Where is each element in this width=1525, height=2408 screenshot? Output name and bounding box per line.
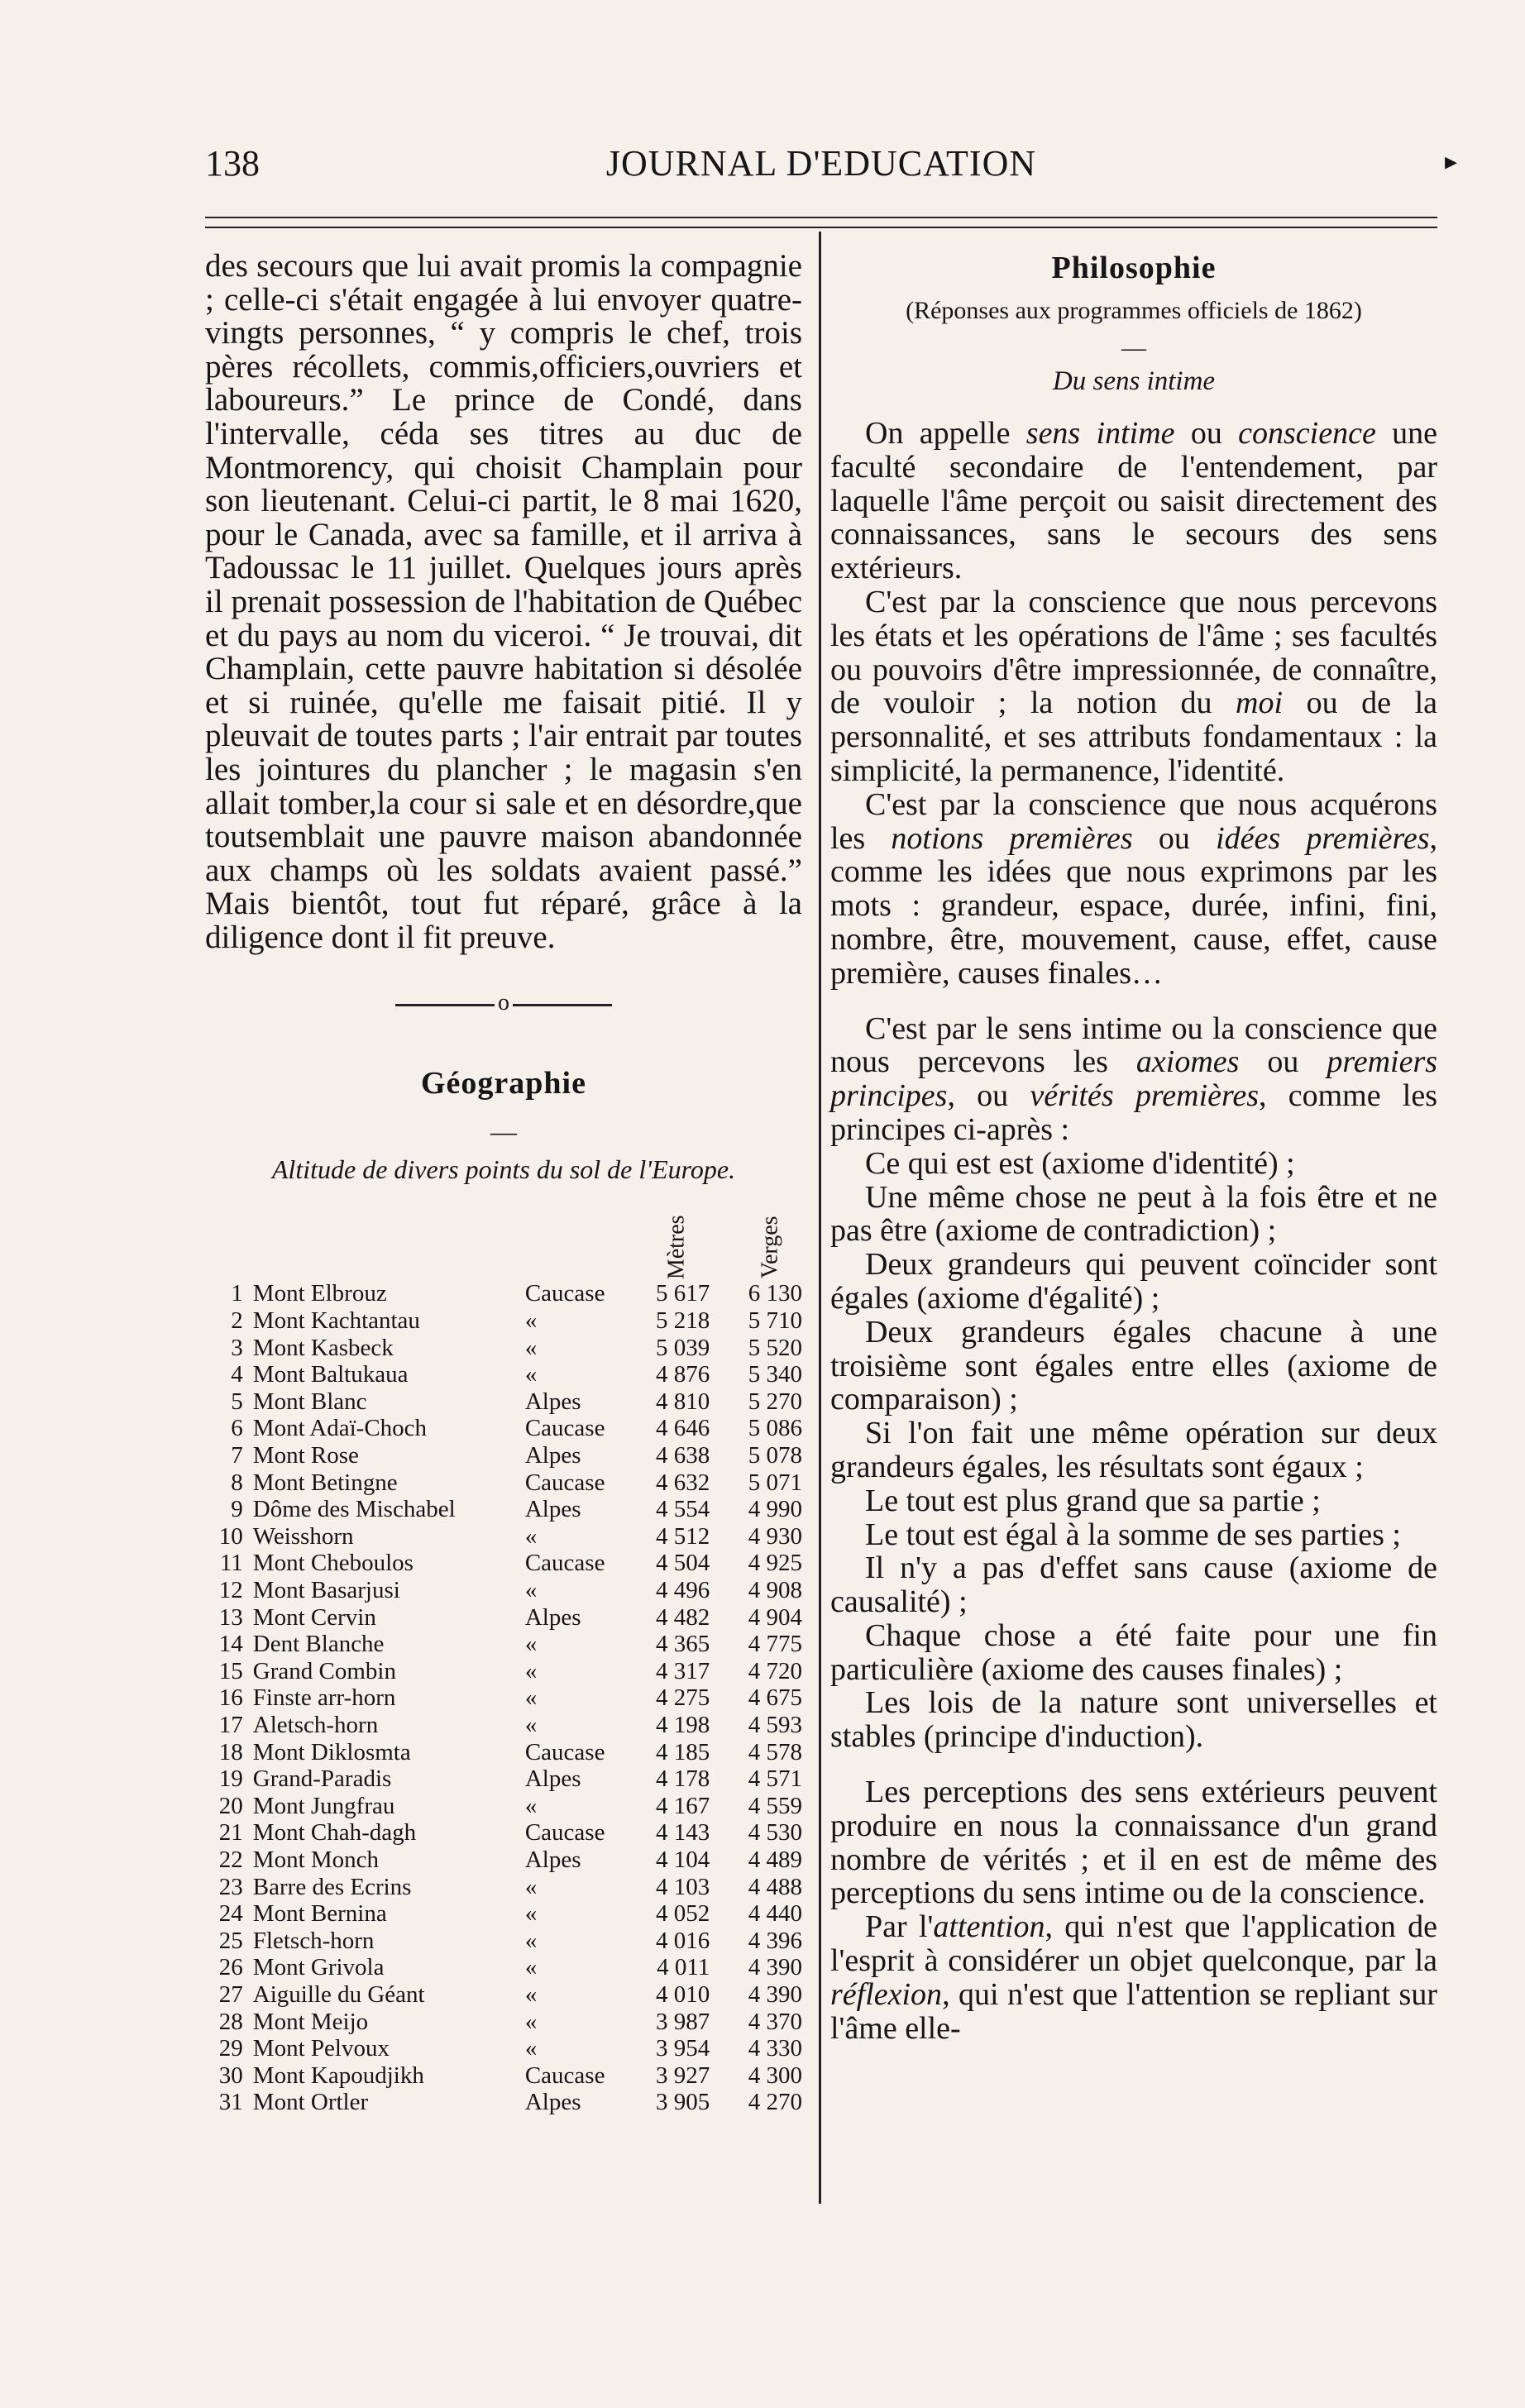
row-verges: 4 930 xyxy=(748,1522,802,1550)
altitude-table xyxy=(205,1197,802,2115)
axiom-item: Chaque chose a été faite pour une fin particulière (axiome des causes finales) ; xyxy=(830,1617,1437,1687)
altitude-table-title: Altitude de divers points du sol de l'Europe. xyxy=(271,1154,736,1185)
term-attention: attention xyxy=(933,1909,1045,1945)
term-premiers-principes: premiers principes xyxy=(830,1044,1438,1114)
row-metres: 4 317 xyxy=(656,1657,710,1684)
table-row xyxy=(205,1874,802,1901)
row-verges: 6 130 xyxy=(748,1280,802,1307)
row-metres: 4 178 xyxy=(656,1765,710,1793)
separator-mark: o xyxy=(498,990,509,1016)
axiom-item: Si l'on fait une même opération sur deux grandeurs égales, les résultats sont égaux ; xyxy=(830,1416,1437,1484)
row-verges: 4 370 xyxy=(748,2008,802,2035)
row-name: Mont Kasbeck xyxy=(252,1334,394,1361)
row-name: Aiguille du Géant xyxy=(252,1980,425,2008)
row-region: Caucase xyxy=(524,1415,605,1442)
row-number: 5 xyxy=(231,1388,243,1415)
axiom-item: Une même chose ne peut à la fois être et ne pas être (axiome de contradiction) ; xyxy=(830,1179,1437,1249)
philosophy-heading: Du sens intime xyxy=(1052,366,1216,396)
row-metres: 4 638 xyxy=(656,1442,710,1469)
row-number: 25 xyxy=(218,1927,243,1954)
row-number: 14 xyxy=(218,1631,243,1658)
row-verges: 4 571 xyxy=(748,1765,802,1793)
philosophy-subtitle: (Réponses aux programmes officiels de 1862) xyxy=(906,297,1362,324)
table-row xyxy=(205,1847,802,1874)
row-number: 19 xyxy=(218,1765,243,1793)
row-region: « xyxy=(524,2035,538,2062)
row-verges: 4 488 xyxy=(748,1873,802,1900)
row-number: 3 xyxy=(231,1334,243,1361)
row-verges: 4 720 xyxy=(748,1657,802,1684)
row-number: 8 xyxy=(231,1469,243,1496)
row-verges: 5 340 xyxy=(748,1361,802,1388)
row-metres: 4 010 xyxy=(656,1980,710,2008)
table-row xyxy=(205,1577,802,1604)
row-verges: 5 520 xyxy=(748,1334,802,1361)
row-number: 9 xyxy=(231,1496,243,1523)
table-row xyxy=(205,1388,802,1416)
row-number: 18 xyxy=(218,1738,243,1765)
term-axiomes: axiomes xyxy=(1135,1044,1240,1080)
row-name: Mont Meijo xyxy=(252,2008,369,2035)
row-name: Mont Basarjusi xyxy=(252,1577,400,1603)
row-name: Mont Elbrouz xyxy=(252,1280,387,1307)
row-name: Mont Diklosmta xyxy=(252,1738,411,1765)
row-region: Alpes xyxy=(524,1442,581,1469)
row-metres: 4 646 xyxy=(656,1415,710,1442)
row-number: 27 xyxy=(218,1980,243,2008)
row-region: Caucase xyxy=(524,1469,605,1496)
row-region: Alpes xyxy=(524,1765,581,1793)
row-name: Mont Cervin xyxy=(252,1603,376,1631)
row-number: 12 xyxy=(218,1577,243,1603)
axiom-item: Le tout est plus grand que sa partie ; xyxy=(865,1483,1321,1518)
paragraph-conscience: C'est par la conscience que nous percevons les états et les opérations de l'âme ; ses facultés ou pouvoirs d'être impressionnée, de connaître, de vouloir ; la notion du moi ou de la personnalité, et ses attributs fondamentaux : la simplicité, la permanence, l'identité. xyxy=(830,584,1437,788)
page-number: 138 xyxy=(205,143,260,184)
row-name: Mont Bernina xyxy=(252,1900,387,1928)
row-region: « xyxy=(524,1954,538,1981)
row-region: « xyxy=(524,1334,538,1361)
row-name: Grand Combin xyxy=(252,1657,396,1684)
row-metres: 4 104 xyxy=(656,1846,710,1873)
table-row xyxy=(205,1523,802,1550)
axiom-item: Il n'y a pas d'effet sans cause (axiome de causalité) ; xyxy=(830,1550,1437,1620)
row-verges: 4 675 xyxy=(748,1684,802,1712)
paragraph-attention: Par l'attention, qui n'est que l'application de l'esprit à considérer un objet quelconque, par la réflexion, qui n'est que l'attention se repliant sur l'âme elle- xyxy=(830,1909,1437,2046)
axiom-list xyxy=(830,1147,1437,1754)
table-row xyxy=(205,1819,802,1847)
row-metres: 5 039 xyxy=(656,1334,710,1361)
table-row xyxy=(205,1550,802,1577)
row-region: « xyxy=(524,1361,538,1388)
row-name: Mont Jungfrau xyxy=(252,1792,395,1819)
row-metres: 4 810 xyxy=(656,1388,710,1415)
paragraph-axiomes: C'est par le sens intime ou la conscience que nous percevons les axiomes ou premiers principes, ou vérités premières, comme les principes ci-après : xyxy=(830,1010,1438,1147)
row-name: Weisshorn xyxy=(252,1522,354,1550)
table-row xyxy=(205,2089,802,2116)
section-separator xyxy=(205,989,802,1017)
table-row xyxy=(205,1793,802,1820)
row-number: 6 xyxy=(231,1415,243,1442)
row-verges: 4 904 xyxy=(748,1603,802,1631)
term-idees-premieres: idées premières xyxy=(1216,820,1430,856)
row-verges: 4 530 xyxy=(748,1819,802,1847)
row-number: 2 xyxy=(231,1307,243,1335)
row-region: « xyxy=(524,1900,538,1928)
paragraph-notions: C'est par la conscience que nous acquérons les notions premières ou idées premières, comme les idées que nous exprimons par les mots : grandeur, espace, durée, infini, fini, nombre, être, mouvement, cause, effet, cause première, causes finales… xyxy=(830,786,1437,991)
table-row xyxy=(205,2062,802,2090)
row-region: Alpes xyxy=(524,1603,581,1631)
row-number: 21 xyxy=(218,1819,243,1847)
right-column xyxy=(830,250,1437,2045)
row-region: Caucase xyxy=(524,1738,605,1765)
row-name: Dôme des Mischabel xyxy=(252,1496,456,1523)
table-row xyxy=(205,1469,802,1497)
row-metres: 4 482 xyxy=(656,1603,710,1631)
table-row xyxy=(205,2035,802,2062)
row-metres: 5 218 xyxy=(656,1307,710,1335)
row-number: 31 xyxy=(218,2089,243,2116)
row-name: Mont Grivola xyxy=(252,1954,385,1981)
row-verges: 4 330 xyxy=(748,2035,802,2062)
row-verges: 4 593 xyxy=(748,1711,802,1738)
term-moi: moi xyxy=(1236,686,1284,721)
row-region: « xyxy=(524,1657,538,1684)
row-name: Fletsch-horn xyxy=(252,1927,375,1954)
row-name: Mont Blanc xyxy=(252,1388,367,1415)
row-verges: 4 489 xyxy=(748,1846,802,1873)
row-metres: 4 011 xyxy=(657,1954,710,1981)
row-region: Caucase xyxy=(524,2062,605,2089)
row-region: « xyxy=(524,1792,538,1819)
row-metres: 4 365 xyxy=(656,1631,710,1658)
journal-title: JOURNAL D'EDUCATION xyxy=(605,143,1037,184)
row-metres: 4 275 xyxy=(656,1684,710,1712)
row-number: 29 xyxy=(218,2035,243,2062)
row-metres: 4 496 xyxy=(656,1577,710,1603)
row-region: « xyxy=(524,1927,538,1954)
header-verges xyxy=(719,1197,802,1280)
axiom-item: Deux grandeurs qui peuvent coïncider sont égales (axiome d'égalité) ; xyxy=(830,1247,1437,1316)
row-name: Mont Ortler xyxy=(252,2089,369,2116)
row-number: 28 xyxy=(218,2008,243,2035)
row-metres: 5 617 xyxy=(656,1280,710,1307)
row-name: Mont Chah-dagh xyxy=(252,1819,417,1847)
table-row xyxy=(205,2009,802,2036)
row-metres: 4 198 xyxy=(656,1711,710,1738)
row-verges: 4 578 xyxy=(748,1738,802,1765)
row-metres: 4 876 xyxy=(656,1361,710,1388)
axiom-item: Le tout est égal à la somme de ses parties ; xyxy=(865,1517,1401,1552)
row-region: Alpes xyxy=(524,2089,581,2116)
row-metres: 4 016 xyxy=(656,1927,710,1954)
row-verges: 4 990 xyxy=(748,1496,802,1523)
row-verges: 5 710 xyxy=(748,1307,802,1335)
row-region: Caucase xyxy=(524,1550,605,1577)
row-name: Finste arr-horn xyxy=(252,1684,396,1712)
row-number: 10 xyxy=(218,1522,243,1550)
row-verges: 5 086 xyxy=(748,1415,802,1442)
table-row xyxy=(205,1954,802,1981)
paragraph-sens-intime: On appelle sens intime ou conscience une faculté secondaire de l'entendement, par laquelle l'âme perçoit ou saisit directement des connaissances, sans le secours des sens extérieurs. xyxy=(830,416,1438,586)
row-metres: 4 167 xyxy=(656,1792,710,1819)
table-row xyxy=(205,1900,802,1928)
axiom-item: Deux grandeurs égales chacune à une troisième sont égales entre elles (axiome de comparaison) ; xyxy=(830,1314,1437,1417)
row-metres: 3 927 xyxy=(656,2062,710,2089)
row-name: Dent Blanche xyxy=(252,1631,385,1658)
row-number: 26 xyxy=(218,1954,243,1981)
table-row xyxy=(205,1415,802,1442)
table-row xyxy=(205,1335,802,1362)
row-name: Barre des Ecrins xyxy=(252,1873,412,1900)
row-number: 4 xyxy=(231,1361,243,1388)
term-reflexion: réflexion xyxy=(830,1976,943,2012)
header-rule-top xyxy=(205,217,1437,218)
row-region: « xyxy=(524,1522,538,1550)
geography-dash: — xyxy=(490,1116,517,1147)
row-region: « xyxy=(524,1684,538,1712)
row-metres: 4 632 xyxy=(656,1469,710,1496)
header-metres xyxy=(628,1197,720,1280)
row-number: 11 xyxy=(219,1550,243,1577)
row-region: « xyxy=(524,1711,538,1738)
row-metres: 4 103 xyxy=(656,1873,710,1900)
table-header-row xyxy=(205,1197,802,1280)
header-verges-label: Verges xyxy=(757,1216,783,1279)
row-verges: 4 925 xyxy=(748,1550,802,1577)
table-row xyxy=(205,1658,802,1685)
row-verges: 4 300 xyxy=(748,2062,802,2089)
row-name: Mont Rose xyxy=(252,1442,359,1469)
table-row xyxy=(205,1496,802,1523)
row-metres: 4 512 xyxy=(656,1522,710,1550)
row-name: Aletsch-horn xyxy=(252,1711,379,1738)
term-conscience: conscience xyxy=(1238,416,1376,451)
separator-line-right xyxy=(513,1004,612,1006)
paragraph-perceptions: Les perceptions des sens extérieurs peuvent produire en nous la connaissance d'un grand nombre de vérités ; et il en est de même des perceptions du sens intime ou de la conscience. xyxy=(830,1775,1437,1911)
table-row xyxy=(205,1981,802,2009)
row-metres: 4 504 xyxy=(656,1550,710,1577)
row-verges: 4 270 xyxy=(748,2089,802,2116)
row-region: « xyxy=(524,1873,538,1900)
row-number: 17 xyxy=(218,1711,243,1738)
row-region: « xyxy=(524,1980,538,2008)
table-row xyxy=(205,1684,802,1712)
geography-title: Géographie xyxy=(421,1066,586,1101)
row-metres: 4 185 xyxy=(656,1738,710,1765)
row-verges: 4 440 xyxy=(748,1900,802,1928)
axiom-item: Les lois de la nature sont universelles et stables (principe d'induction). xyxy=(830,1685,1437,1755)
row-region: « xyxy=(524,2008,538,2035)
row-metres: 4 554 xyxy=(656,1496,710,1523)
row-number: 15 xyxy=(218,1657,243,1684)
row-name: Mont Betingne xyxy=(252,1469,398,1496)
term-verites-premieres: vérités premières xyxy=(1030,1078,1260,1114)
row-verges: 4 396 xyxy=(748,1927,802,1954)
row-name: Mont Cheboulos xyxy=(252,1550,414,1577)
row-number: 23 xyxy=(218,1873,243,1900)
margin-mark: ▸ xyxy=(1444,148,1457,175)
separator-line-left xyxy=(395,1004,495,1006)
term-sens-intime: sens intime xyxy=(1025,416,1175,451)
row-region: « xyxy=(524,1577,538,1603)
row-region: Alpes xyxy=(524,1496,581,1523)
row-metres: 4 143 xyxy=(656,1819,710,1847)
row-number: 1 xyxy=(231,1280,243,1307)
table-row xyxy=(205,1739,802,1766)
table-row xyxy=(205,1712,802,1739)
row-name: Mont Pelvoux xyxy=(252,2035,390,2062)
row-metres: 3 954 xyxy=(656,2035,710,2062)
table-row xyxy=(205,1307,802,1335)
row-verges: 4 559 xyxy=(748,1792,802,1819)
header-rule-bottom xyxy=(205,227,1437,228)
header-metres-label: Mètres xyxy=(664,1215,691,1280)
row-region: « xyxy=(524,1631,538,1658)
axiom-item: Ce qui est est (axiome d'identité) ; xyxy=(865,1145,1295,1181)
row-number: 20 xyxy=(218,1792,243,1819)
table-row xyxy=(205,1928,802,1955)
row-verges: 5 071 xyxy=(748,1469,802,1496)
row-number: 22 xyxy=(218,1846,243,1873)
row-region: Alpes xyxy=(524,1388,581,1415)
table-row xyxy=(205,1604,802,1632)
term-notions-premieres: notions premières xyxy=(891,820,1133,856)
row-name: Mont Baltukaua xyxy=(252,1361,409,1388)
row-verges: 4 390 xyxy=(748,1954,802,1981)
page-header xyxy=(205,142,1457,192)
row-number: 30 xyxy=(218,2062,243,2089)
row-region: Caucase xyxy=(524,1280,605,1307)
row-number: 16 xyxy=(218,1684,243,1712)
row-name: Mont Kapoudjikh xyxy=(252,2062,424,2089)
philosophy-title: Philosophie xyxy=(1051,251,1217,285)
champlain-paragraph: des secours que lui avait promis la compagnie ; celle-ci s'était engagée à lui envoyer quatre-vingts personnes, “ y compris le chef, trois pères récollets, commis,officiers,ouvriers et laboureurs.” Le prince de Condé, dans l'intervalle, céda ses titres au duc de Montmorency, qui choisit Champlain pour son lieutenant. Celui-ci partit, le 8 mai 1620, pour le Canada, avec sa famille, et il arriva à Tadoussac le 11 juillet. Quelques jours après il prenait possession de l'habitation de Québec et du pays au nom du viceroi. “ Je trouvai, dit Champlain, cette pauvre habitation si désolée et si ruinée, qu'elle me faisait pitié. Il y pleuvait de toutes parts ; l'air entrait par toutes les jointures du plancher ; le magasin s'en allait tomber,la cour si sale et en désordre,que toutsemblait une pauvre maison abandonnée aux champs où les soldats avaient passé.” Mais bientôt, tout fut réparé, grâce à la diligence dont il fit preuve. xyxy=(205,248,802,955)
philosophy-dash: — xyxy=(1121,334,1146,361)
row-number: 24 xyxy=(218,1900,243,1928)
column-divider xyxy=(819,232,821,2204)
row-verges: 4 775 xyxy=(748,1631,802,1658)
row-metres: 3 987 xyxy=(656,2008,710,2035)
table-row xyxy=(205,1442,802,1469)
row-name: Mont Adaï-Choch xyxy=(252,1415,428,1442)
row-name: Mont Kachtantau xyxy=(252,1307,420,1335)
row-metres: 3 905 xyxy=(656,2089,710,2116)
row-verges: 5 078 xyxy=(748,1442,802,1469)
row-verges: 4 908 xyxy=(748,1577,802,1603)
row-name: Grand-Paradis xyxy=(252,1765,392,1793)
row-region: « xyxy=(524,1307,538,1335)
row-verges: 5 270 xyxy=(748,1388,802,1415)
row-metres: 4 052 xyxy=(656,1900,710,1928)
row-number: 7 xyxy=(231,1442,243,1469)
row-number: 13 xyxy=(218,1603,243,1631)
row-verges: 4 390 xyxy=(748,1980,802,2008)
table-row xyxy=(205,1765,802,1793)
altitude-table-body xyxy=(205,1280,802,2115)
table-row xyxy=(205,1361,802,1388)
row-region: Alpes xyxy=(524,1846,581,1873)
table-row xyxy=(205,1631,802,1658)
table-row xyxy=(205,1280,802,1307)
row-region: Caucase xyxy=(524,1819,605,1847)
left-column xyxy=(205,250,802,2116)
row-name: Mont Monch xyxy=(252,1846,380,1873)
